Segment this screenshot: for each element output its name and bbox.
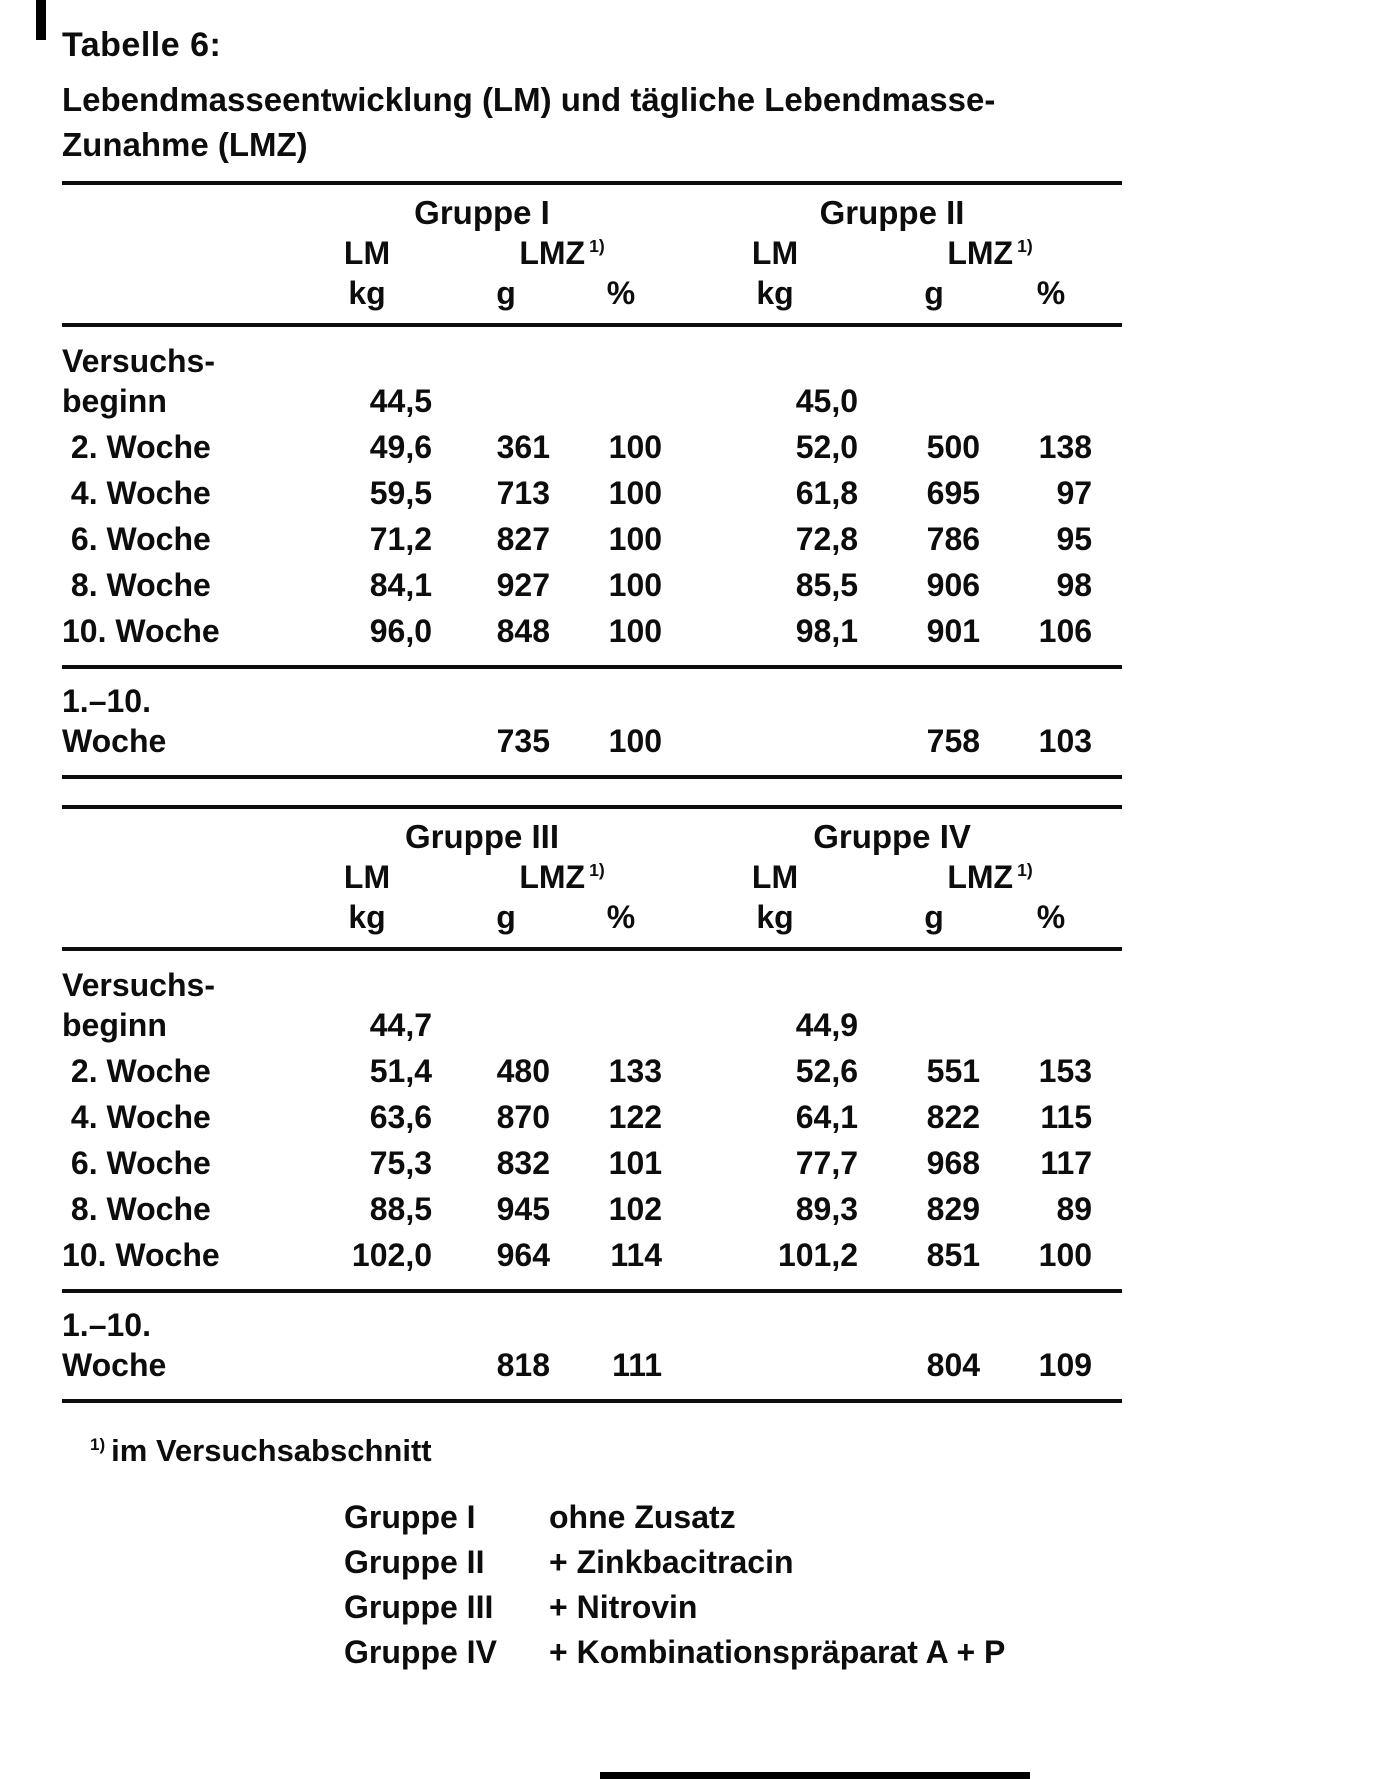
value-cell: 98 — [1056, 567, 1093, 603]
lm-header: LM — [343, 859, 391, 895]
legend-group-label: Gruppe III — [344, 1589, 494, 1625]
value-cell: 84,1 — [369, 567, 432, 603]
value-cell: 100 — [608, 567, 663, 603]
row-label: 8. Woche — [62, 567, 211, 603]
value-cell: 100 — [608, 723, 663, 759]
value-cell — [1010, 949, 1122, 1048]
value-cell: 111 — [612, 1347, 663, 1383]
group-name-row — [62, 807, 1122, 857]
value-cell: 100 — [608, 521, 663, 557]
row-label: 10. Woche — [62, 1237, 220, 1273]
value-cell: 361 — [496, 429, 550, 465]
row-label: 2. Woche — [62, 429, 211, 465]
footnote-marker: 1) — [589, 860, 605, 881]
value-cell: 695 — [926, 475, 981, 511]
value-cell: 822 — [926, 1099, 981, 1135]
group-3-name: Gruppe III — [405, 818, 560, 855]
value-cell: 44,9 — [795, 1007, 859, 1043]
value-cell: 829 — [926, 1191, 981, 1227]
group-4-name: Gruppe IV — [813, 818, 971, 855]
row-label: 1.–10. Woche — [62, 683, 167, 759]
table-row — [62, 1140, 1122, 1186]
lmz-label: LMZ — [947, 859, 1014, 895]
value-cell: 63,6 — [369, 1099, 432, 1135]
table-row — [62, 608, 1122, 667]
value-cell: 818 — [496, 1347, 550, 1383]
value-cell: 832 — [496, 1145, 550, 1181]
value-cell: 51,4 — [369, 1053, 432, 1089]
value-cell: 758 — [926, 723, 981, 759]
lmz-header — [888, 233, 1122, 273]
table-row — [62, 1094, 1122, 1140]
scan-artifact-top — [36, 0, 46, 40]
value-cell: 100 — [608, 429, 663, 465]
value-cell: 480 — [496, 1053, 550, 1089]
value-cell: 102 — [608, 1191, 663, 1227]
legend-group-desc: ohne Zusatz — [549, 1499, 736, 1535]
table-title: Tabelle 6: — [62, 26, 222, 64]
row-label: 4. Woche — [62, 1099, 211, 1135]
value-cell — [462, 325, 580, 424]
footnote-marker: 1) — [1017, 236, 1033, 257]
value-cell: 500 — [926, 429, 981, 465]
units-row — [62, 273, 1122, 325]
legend-group-desc: + Kombinationspräparat A + P — [549, 1634, 1006, 1670]
value-cell: 713 — [496, 475, 550, 511]
unit-g: g — [496, 275, 516, 311]
table-gruppe-3-4 — [62, 805, 1122, 1403]
value-cell: 75,3 — [369, 1145, 432, 1181]
unit-kg: kg — [348, 899, 386, 935]
unit-percent: % — [606, 275, 636, 311]
value-cell: 45,0 — [795, 383, 859, 419]
value-cell: 102,0 — [351, 1237, 432, 1273]
value-cell: 44,5 — [369, 383, 432, 419]
table-2-summary — [62, 1291, 1122, 1401]
value-cell: 89,3 — [795, 1191, 859, 1227]
value-cell: 61,8 — [795, 475, 859, 511]
unit-g: g — [924, 899, 944, 935]
empty-cell — [62, 233, 302, 273]
value-cell — [580, 325, 692, 424]
measure-row — [62, 233, 1122, 273]
value-cell: 804 — [926, 1347, 981, 1383]
table-2-body — [62, 949, 1122, 1291]
value-cell: 64,1 — [795, 1099, 859, 1135]
footnote-marker: 1) — [589, 236, 605, 257]
empty-cell — [62, 807, 302, 857]
value-cell: 77,7 — [795, 1145, 859, 1181]
value-cell — [888, 325, 1010, 424]
row-label: 8. Woche — [62, 1191, 211, 1227]
value-cell: 101 — [608, 1145, 663, 1181]
value-cell: 100 — [608, 475, 663, 511]
subtitle-line-1: Lebendmasseentwicklung (LM) und tägliche Lebendmasse- — [62, 81, 996, 118]
table-page-content — [62, 26, 1122, 1675]
table-1-body — [62, 325, 1122, 667]
value-cell: 735 — [496, 723, 550, 759]
legend — [344, 1495, 1122, 1675]
lmz-header — [462, 233, 692, 273]
legend-item — [344, 1630, 1122, 1675]
legend-group-desc: + Nitrovin — [549, 1589, 698, 1625]
table-gruppe-1-2 — [62, 181, 1122, 779]
row-label: 6. Woche — [62, 1145, 211, 1181]
value-cell: 49,6 — [369, 429, 432, 465]
value-cell: 100 — [1038, 1237, 1093, 1273]
value-cell: 153 — [1038, 1053, 1093, 1089]
empty-cell — [62, 273, 302, 325]
empty-cell — [62, 183, 302, 233]
value-cell: 85,5 — [795, 567, 859, 603]
value-cell: 133 — [608, 1053, 663, 1089]
table-row — [62, 1186, 1122, 1232]
empty-cell — [62, 857, 302, 897]
value-cell — [692, 667, 888, 777]
table-row — [62, 325, 1122, 424]
footnote — [62, 1433, 1122, 1469]
unit-g: g — [496, 899, 516, 935]
legend-item — [344, 1585, 1122, 1630]
table-1-header — [62, 183, 1122, 325]
lmz-header — [888, 857, 1122, 897]
row-label: 6. Woche — [62, 521, 211, 557]
legend-item — [344, 1540, 1122, 1585]
group-name-row — [62, 183, 1122, 233]
legend-group-label: Gruppe I — [344, 1499, 476, 1535]
row-label: 2. Woche — [62, 1053, 211, 1089]
row-label: 1.–10. Woche — [62, 1307, 167, 1383]
lmz-header — [462, 857, 692, 897]
value-cell: 551 — [926, 1053, 981, 1089]
value-cell — [462, 949, 580, 1048]
value-cell: 103 — [1038, 723, 1093, 759]
value-cell: 100 — [608, 613, 663, 649]
unit-g: g — [924, 275, 944, 311]
lm-header: LM — [343, 235, 391, 271]
value-cell — [1010, 325, 1122, 424]
value-cell — [302, 667, 462, 777]
lmz-label: LMZ — [519, 859, 586, 895]
value-cell — [692, 1291, 888, 1401]
table-row — [62, 949, 1122, 1048]
value-cell: 964 — [496, 1237, 550, 1273]
row-label: 4. Woche — [62, 475, 211, 511]
value-cell: 827 — [496, 521, 550, 557]
row-label: Versuchs- beginn — [62, 967, 215, 1043]
scan-artifact-bottom — [600, 1772, 1030, 1779]
value-cell: 72,8 — [795, 521, 859, 557]
table-1-summary — [62, 667, 1122, 777]
table-row — [62, 1291, 1122, 1401]
value-cell: 95 — [1056, 521, 1093, 557]
value-cell: 44,7 — [369, 1007, 432, 1043]
row-label: 10. Woche — [62, 613, 220, 649]
value-cell: 122 — [608, 1099, 663, 1135]
value-cell: 96,0 — [369, 613, 432, 649]
table-row — [62, 470, 1122, 516]
value-cell: 870 — [496, 1099, 550, 1135]
value-cell: 88,5 — [369, 1191, 432, 1227]
value-cell: 906 — [926, 567, 981, 603]
subtitle-line-2: Zunahme (LMZ) — [62, 126, 308, 163]
value-cell: 901 — [926, 613, 981, 649]
value-cell: 106 — [1038, 613, 1093, 649]
value-cell: 138 — [1038, 429, 1093, 465]
table-row — [62, 667, 1122, 777]
value-cell: 848 — [496, 613, 550, 649]
unit-kg: kg — [756, 275, 794, 311]
value-cell: 109 — [1038, 1347, 1093, 1383]
table-row — [62, 1232, 1122, 1291]
value-cell — [302, 1291, 462, 1401]
row-label: Versuchs- beginn — [62, 343, 215, 419]
table-row — [62, 516, 1122, 562]
value-cell: 927 — [496, 567, 550, 603]
unit-percent: % — [1036, 899, 1066, 935]
legend-group-label: Gruppe IV — [344, 1634, 497, 1670]
value-cell — [888, 949, 1010, 1048]
value-cell — [580, 949, 692, 1048]
unit-kg: kg — [756, 899, 794, 935]
value-cell: 945 — [496, 1191, 550, 1227]
lmz-label: LMZ — [947, 235, 1014, 271]
value-cell: 71,2 — [369, 521, 432, 557]
lm-header: LM — [751, 235, 799, 271]
value-cell: 968 — [926, 1145, 981, 1181]
value-cell: 59,5 — [369, 475, 432, 511]
unit-kg: kg — [348, 275, 386, 311]
table-2-header — [62, 807, 1122, 949]
footnote-text: im Versuchsabschnitt — [111, 1433, 432, 1468]
unit-percent: % — [1036, 275, 1066, 311]
group-1-name: Gruppe I — [414, 194, 550, 231]
value-cell: 52,6 — [795, 1053, 859, 1089]
value-cell: 786 — [926, 521, 981, 557]
empty-cell — [62, 897, 302, 949]
lmz-label: LMZ — [519, 235, 586, 271]
footnote-marker: 1) — [1017, 860, 1033, 881]
legend-item — [344, 1495, 1122, 1540]
group-2-name: Gruppe II — [819, 194, 965, 231]
table-row — [62, 562, 1122, 608]
unit-percent: % — [606, 899, 636, 935]
value-cell: 101,2 — [777, 1237, 859, 1273]
value-cell: 89 — [1056, 1191, 1093, 1227]
value-cell: 52,0 — [795, 429, 859, 465]
value-cell: 114 — [610, 1237, 663, 1273]
value-cell: 117 — [1040, 1145, 1093, 1181]
value-cell: 851 — [926, 1237, 981, 1273]
table-subtitle — [62, 77, 1122, 167]
value-cell: 98,1 — [795, 613, 859, 649]
value-cell: 97 — [1056, 475, 1093, 511]
footnote-marker: 1) — [90, 1434, 106, 1454]
table-row — [62, 1048, 1122, 1094]
lm-header: LM — [751, 859, 799, 895]
measure-row — [62, 857, 1122, 897]
table-row — [62, 424, 1122, 470]
units-row — [62, 897, 1122, 949]
legend-group-desc: + Zinkbacitracin — [549, 1544, 794, 1580]
legend-group-label: Gruppe II — [344, 1544, 485, 1580]
value-cell: 115 — [1040, 1099, 1093, 1135]
